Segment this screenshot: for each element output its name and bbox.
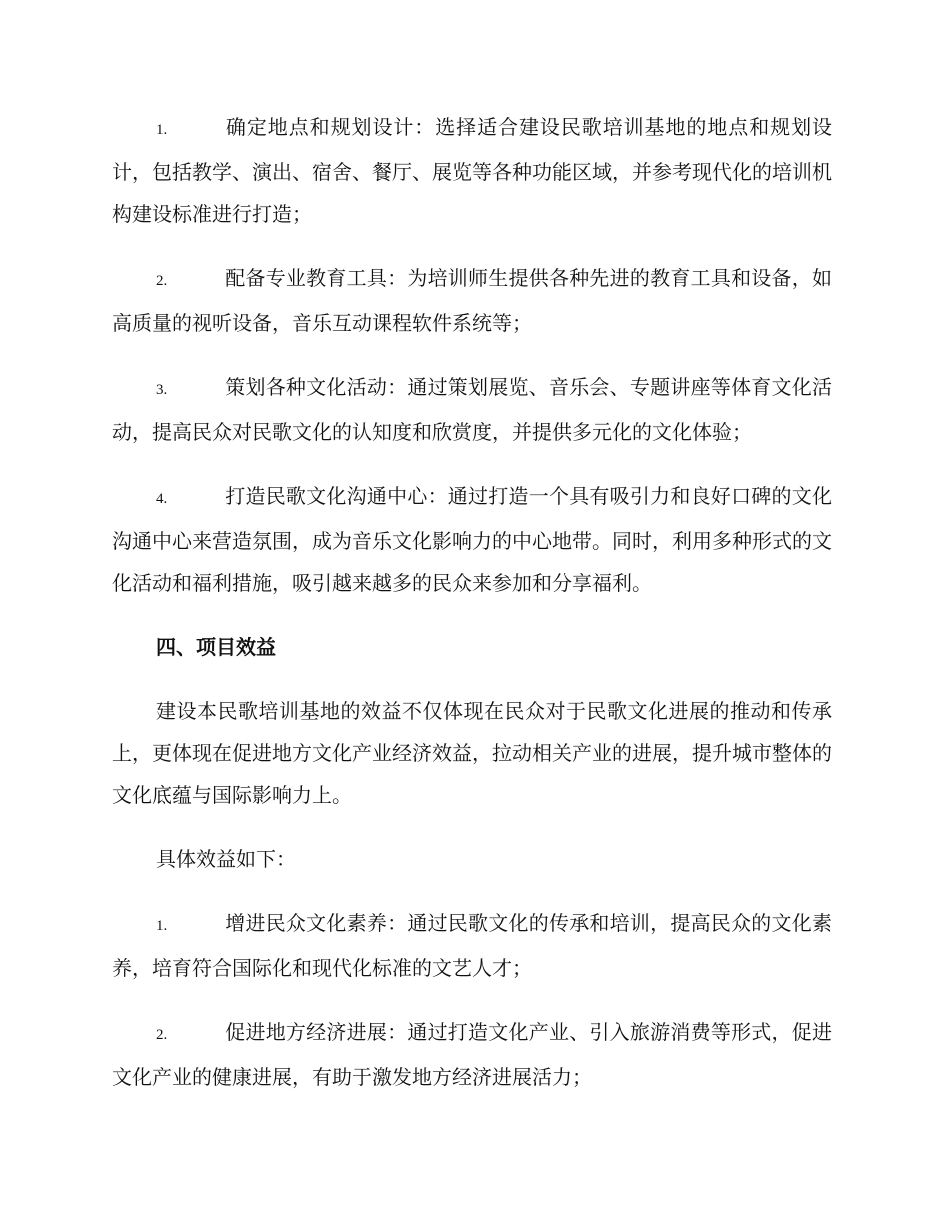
step-text: 打造民歌文化沟通中心：通过打造一个具有吸引力和良好口碑的文化沟通中心来营造氛围，成为音乐文化影响力的中心地带。同时，利用多种形式的文化活动和福利措施，吸引越来越多的民众来参加和分享福利。 bbox=[112, 484, 832, 595]
step-text: 确定地点和规划设计：选择适合建设民歌培训基地的地点和规划设计，包括教学、演出、宿舍、餐厅、展览等各种功能区域，并参考现代化的培训机构建设标准进行打造； bbox=[112, 115, 832, 226]
benefit-text: 促进地方经济进展：通过打造文化产业、引入旅游消费等形式，促进文化产业的健康进展，有助于激发地方经济进展活力； bbox=[112, 1020, 832, 1089]
step-item-4 bbox=[112, 475, 832, 604]
step-number: 3. bbox=[156, 382, 168, 398]
step-item-2 bbox=[112, 257, 832, 344]
step-item-3 bbox=[112, 366, 832, 453]
benefit-number: 2. bbox=[156, 1027, 168, 1043]
step-item-1 bbox=[112, 106, 832, 235]
step-number: 1. bbox=[156, 122, 168, 138]
step-text: 配备专业教育工具：为培训师生提供各种先进的教育工具和设备，如高质量的视听设备，音乐互动课程软件系统等； bbox=[112, 266, 832, 335]
benefit-number: 1. bbox=[156, 918, 168, 934]
section-intro: 建设本民歌培训基地的效益不仅体现在民众对于民歌文化进展的推动和传承上，更体现在促进地方文化产业经济效益，拉动相关产业的进展，提升城市整体的文化底蕴与国际影响力上。 bbox=[112, 699, 832, 807]
benefits-lead: 具体效益如下： bbox=[156, 847, 296, 871]
benefit-text: 增进民众文化素养：通过民歌文化的传承和培训，提高民众的文化素养，培育符合国际化和现代化标准的文艺人才； bbox=[112, 911, 832, 980]
step-text: 策划各种文化活动：通过策划展览、音乐会、专题讲座等体育文化活动，提高民众对民歌文化的认知度和欣赏度，并提供多元化的文化体验； bbox=[112, 375, 832, 444]
step-number: 4. bbox=[156, 491, 168, 507]
benefit-item-2 bbox=[112, 1011, 832, 1098]
section-heading: 四、项目效益 bbox=[156, 635, 276, 659]
benefit-item-1 bbox=[112, 902, 832, 989]
step-number: 2. bbox=[156, 273, 168, 289]
document-page bbox=[112, 106, 832, 1120]
